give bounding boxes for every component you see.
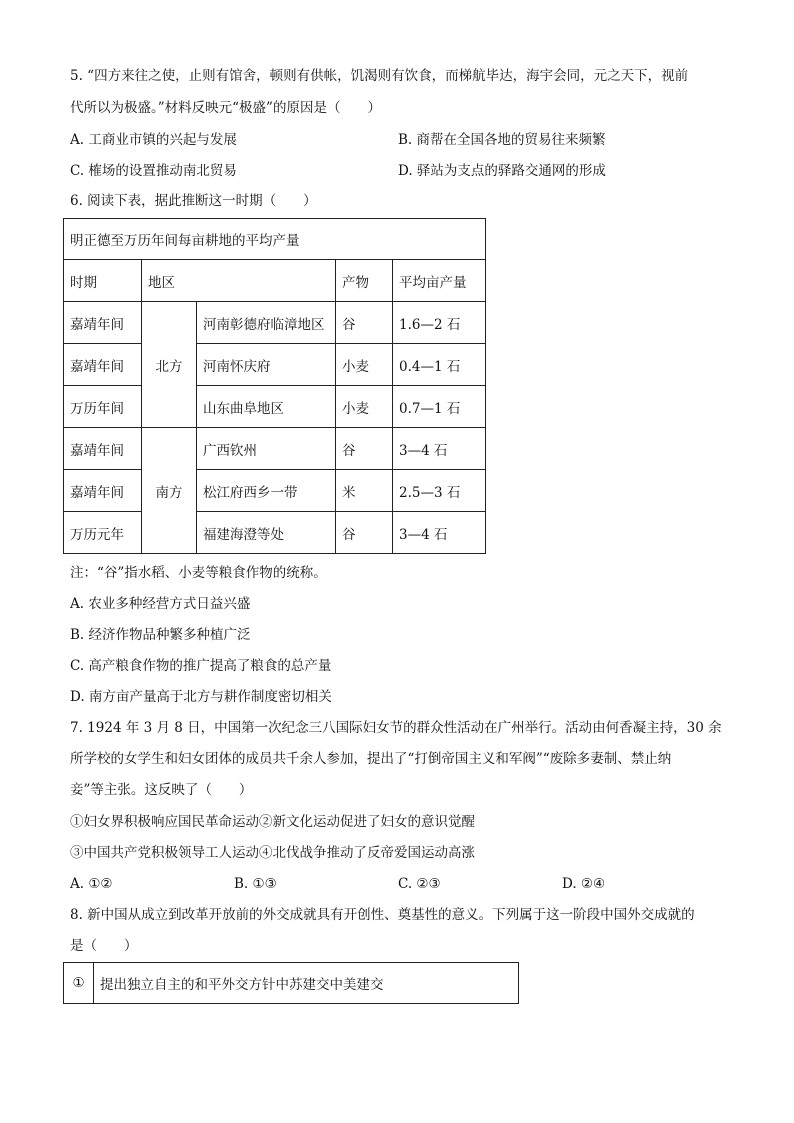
q7-option-c: C. ②③ [398, 876, 441, 892]
cell-period: 嘉靖年间 [64, 470, 142, 512]
cell-place: 山东曲阜地区 [197, 386, 336, 428]
cell-yield: 1.6—2 石 [393, 302, 486, 344]
cell-place: 河南彰德府临漳地区 [197, 302, 336, 344]
q6-option-b: B. 经济作物品种繁多种植广泛 [70, 627, 251, 643]
q7-statements-1: ①妇女界积极响应国民革命运动②新文化运动促进了妇女的意识觉醒 [70, 814, 475, 830]
cell-yield: 2.5—3 石 [393, 470, 486, 512]
cell-crop: 谷 [336, 302, 393, 344]
q8-stem-line1: 8. 新中国从成立到改革开放前的外交成就具有开创性、奠基性的意义。下列属于这一阶段中国外交成就的 [70, 907, 695, 923]
q7-stem-line2: 所学校的女学生和妇女团体的成员共千余人参加，提出了“打倒帝国主义和军阀”“废除多妻制、禁止纳 [70, 751, 672, 767]
cell-period: 嘉靖年间 [64, 428, 142, 470]
cell-yield: 3—4 石 [393, 428, 486, 470]
cell-place: 松江府西乡一带 [197, 470, 336, 512]
cell-crop: 米 [336, 470, 393, 512]
table-row [64, 302, 486, 344]
q7-stem-line3: 妾”等主张。这反映了（ ） [70, 782, 253, 798]
table-row [64, 344, 486, 386]
q5-option-d: D. 驿站为支点的驿路交通网的形成 [398, 163, 606, 179]
header-period: 时期 [64, 260, 142, 302]
cell-period: 嘉靖年间 [64, 302, 142, 344]
header-crop: 产物 [336, 260, 393, 302]
q8-statement-table [63, 962, 519, 1004]
cell-crop: 谷 [336, 428, 393, 470]
q5-option-c: C. 榷场的设置推动南北贸易 [70, 163, 237, 179]
table-row [64, 963, 519, 1004]
cell-crop: 小麦 [336, 344, 393, 386]
table-row [64, 512, 486, 554]
cell-place: 广西钦州 [197, 428, 336, 470]
cell-crop: 谷 [336, 512, 393, 554]
q5-stem-line2: 代所以为极盛。”材料反映元“极盛”的原因是（ ） [70, 100, 381, 116]
q5-option-b: B. 商帮在全国各地的贸易往来频繁 [398, 132, 606, 148]
table-row [64, 470, 486, 512]
cell-yield: 0.7—1 石 [393, 386, 486, 428]
table-header-row [64, 260, 486, 302]
table-row [64, 428, 486, 470]
q7-option-d: D. ②④ [562, 876, 606, 892]
q5-stem-line1: 5. “四方来往之使，止则有馆舍，顿则有供帐，饥渴则有饮食，而梯航毕达，海宇会同，元之天下，视前 [70, 68, 689, 84]
q6-note: 注：“谷”指水稻、小麦等粮食作物的统称。 [70, 565, 327, 581]
table-title: 明正德至万历年间每亩耕地的平均产量 [64, 219, 486, 260]
cell-period: 万历元年 [64, 512, 142, 554]
cell-yield: 0.4—1 石 [393, 344, 486, 386]
q7-option-a: A. ①② [70, 876, 113, 892]
region-south: 南方 [142, 428, 197, 554]
q7-stem-line1: 7. 1924 年 3 月 8 日，中国第一次纪念三八国际妇女节的群众性活动在广州举行。活动由何香凝主持，30 余 [70, 720, 722, 736]
q6-option-d: D. 南方亩产量高于北方与耕作制度密切相关 [70, 689, 332, 705]
cell-yield: 3—4 石 [393, 512, 486, 554]
cell-period: 万历年间 [64, 386, 142, 428]
q5-option-a: A. 工商业市镇的兴起与发展 [70, 132, 237, 148]
header-region: 地区 [142, 260, 336, 302]
region-north: 北方 [142, 302, 197, 428]
q6-option-a: A. 农业多种经营方式日益兴盛 [70, 596, 251, 612]
cell-period: 嘉靖年间 [64, 344, 142, 386]
q6-stem: 6. 阅读下表，据此推断这一时期（ ） [70, 193, 317, 209]
statement-text: 提出独立自主的和平外交方针中苏建交中美建交 [94, 963, 519, 1004]
statement-number: ① [64, 963, 94, 1004]
table-row [64, 386, 486, 428]
cell-crop: 小麦 [336, 386, 393, 428]
q8-stem-line2: 是（ ） [70, 938, 138, 954]
cell-place: 福建海澄等处 [197, 512, 336, 554]
q7-statements-2: ③中国共产党积极领导工人运动④北伐战争推动了反帝爱国运动高涨 [70, 845, 475, 861]
q6-option-c: C. 高产粮食作物的推广提高了粮食的总产量 [70, 658, 332, 674]
cell-place: 河南怀庆府 [197, 344, 336, 386]
q7-option-b: B. ①③ [234, 876, 277, 892]
header-yield: 平均亩产量 [393, 260, 486, 302]
yield-table [63, 218, 486, 554]
